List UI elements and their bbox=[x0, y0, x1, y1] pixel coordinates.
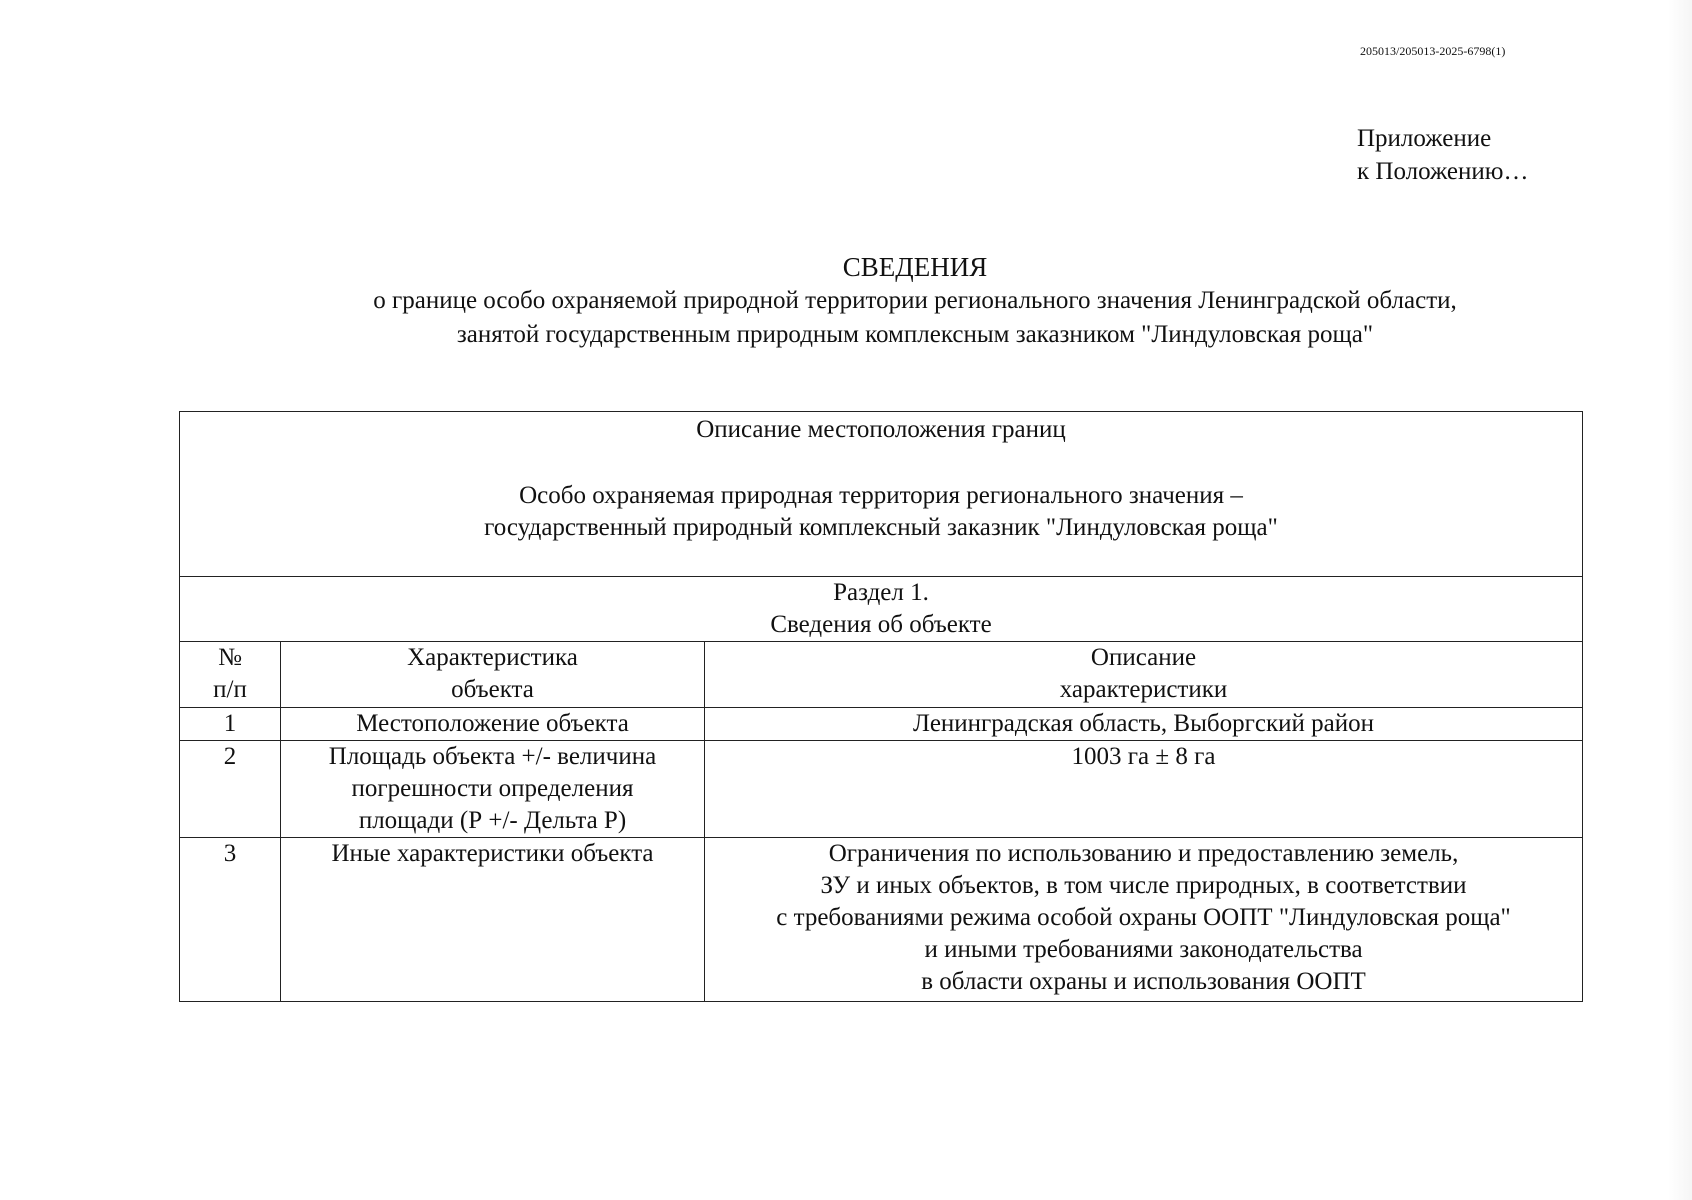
scan-edge-shading bbox=[1668, 0, 1692, 1200]
column-header-num: № п/п bbox=[180, 642, 281, 708]
title-line-2: занятой государственным природным комплексным заказником "Линдуловская роща" bbox=[456, 321, 1374, 348]
row-2-description: 1003 га ± 8 га bbox=[705, 741, 1583, 838]
title-heading: СВЕДЕНИЯ bbox=[842, 252, 988, 282]
table-header-cell bbox=[180, 412, 1583, 577]
row-3-description: Ограничения по использованию и предоставлению земель, ЗУ и иных объектов, в том числе природных, в соответствии с требованиями режима особой охраны ООПТ "Линдуловская роща" и иными требованиями законодательства в области охраны и использования ООПТ bbox=[705, 838, 1583, 1002]
table-header-row bbox=[180, 412, 1583, 577]
row-1-description: Ленинградская область, Выборгский район bbox=[705, 708, 1583, 741]
column-header-characteristic: Характеристика объекта bbox=[281, 642, 705, 708]
document-title bbox=[200, 250, 1630, 352]
row-1-num: 1 bbox=[180, 708, 281, 741]
section-number: Раздел 1. bbox=[833, 579, 929, 606]
table-row bbox=[180, 838, 1583, 1002]
table-header-subtitle-2: государственный природный комплексный заказник "Линдуловская роща" bbox=[484, 514, 1278, 541]
table-header-title: Описание местоположения границ bbox=[696, 416, 1066, 443]
section-cell bbox=[180, 577, 1583, 642]
appendix-line-1: Приложение bbox=[1357, 125, 1492, 152]
row-1-characteristic: Местоположение объекта bbox=[281, 708, 705, 741]
table-header-subtitle-1: Особо охраняемая природная территория регионального значения – bbox=[519, 482, 1243, 509]
column-header-description: Описание характеристики bbox=[705, 642, 1583, 708]
title-line-1: о границе особо охраняемой природной территории регионального значения Ленинградской области, bbox=[373, 287, 1457, 314]
row-3-num: 3 bbox=[180, 838, 281, 1002]
row-3-characteristic: Иные характеристики объекта bbox=[281, 838, 705, 1002]
appendix-line-2: к Положению… bbox=[1357, 158, 1529, 185]
row-2-characteristic: Площадь объекта +/- величина погрешности определения площади (Р +/- Дельта Р) bbox=[281, 741, 705, 838]
row-2-num: 2 bbox=[180, 741, 281, 838]
section-title: Сведения об объекте bbox=[770, 611, 992, 638]
column-header-row bbox=[180, 642, 1583, 708]
section-row bbox=[180, 577, 1583, 642]
registration-number: 205013/205013-2025-6798(1) bbox=[1360, 44, 1506, 58]
table-row bbox=[180, 741, 1583, 838]
appendix-note bbox=[1357, 122, 1528, 188]
boundary-info-table bbox=[179, 411, 1583, 1002]
table-row bbox=[180, 708, 1583, 741]
